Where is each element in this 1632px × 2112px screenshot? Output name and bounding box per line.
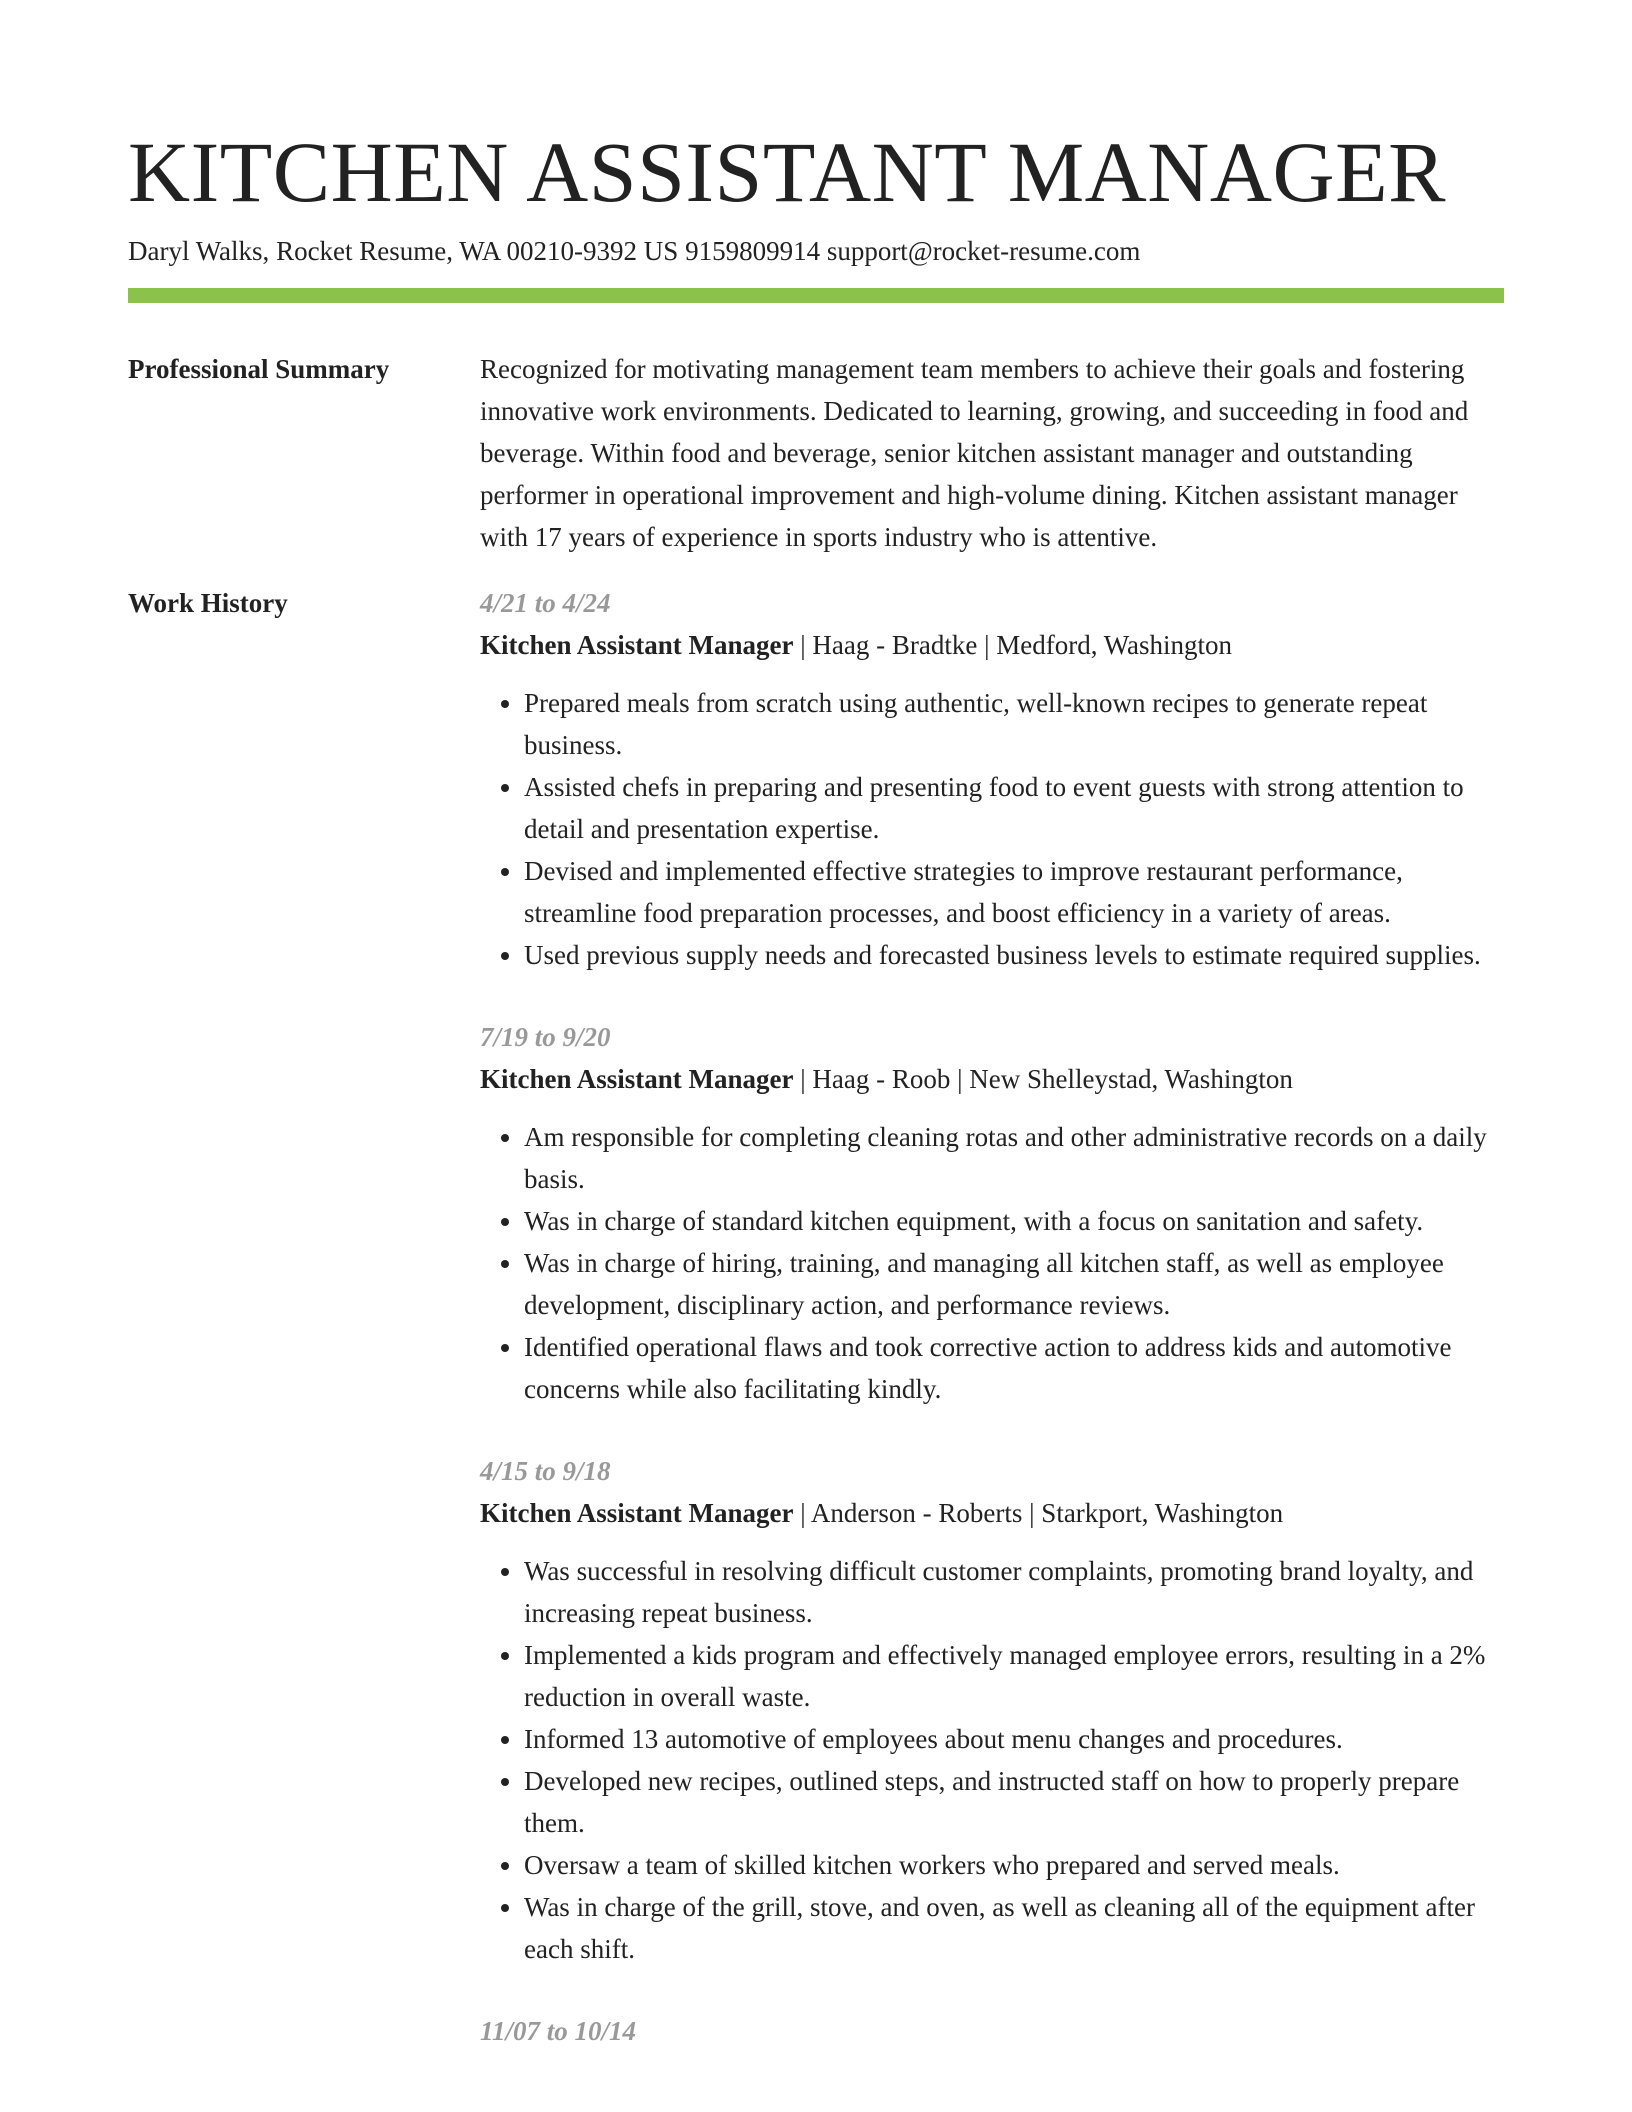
- summary-body: [480, 348, 1504, 558]
- job-entry: [480, 1016, 1504, 1410]
- job-location: New Shelleystad, Washington: [969, 1064, 1293, 1094]
- job-bullet: • Am responsible for completing cleaning rotas and other administrative records on a daily basis.: [524, 1116, 1504, 1200]
- job-bullet: • Was in charge of the grill, stove, and oven, as well as cleaning all of the equipment after each shift.: [524, 1886, 1504, 1970]
- section-label-summary: Professional Summary: [128, 354, 390, 384]
- job-title: Kitchen Assistant Manager: [480, 630, 794, 660]
- job-bullet: • Devised and implemented effective strategies to improve restaurant performance, streamline food preparation processes, and boost efficiency in a variety of areas.: [524, 850, 1504, 934]
- job-title: Kitchen Assistant Manager: [480, 1498, 794, 1528]
- job-title: Kitchen Assistant Manager: [480, 1064, 794, 1094]
- job-company: Anderson - Roberts: [810, 1498, 1023, 1528]
- contact-location: WA 00210-9392 US: [459, 236, 679, 266]
- job-bullet: • Prepared meals from scratch using authentic, well-known recipes to generate repeat business.: [524, 682, 1504, 766]
- work-history-section: [128, 582, 1504, 2092]
- job-bullet: • Was in charge of standard kitchen equipment, with a focus on sanitation and safety.: [524, 1200, 1504, 1242]
- contact-company: Rocket Resume,: [276, 236, 454, 266]
- job-header: Kitchen Assistant Manager | Anderson - Roberts | Starkport, Washington: [480, 1498, 1284, 1528]
- job-bullet: • Was in charge of hiring, training, and managing all kitchen staff, as well as employee development, disciplinary action, and performance reviews.: [524, 1242, 1504, 1326]
- professional-summary-section: [128, 348, 1504, 558]
- section-label-work-history: Work History: [128, 588, 288, 618]
- resume-title: KITCHEN ASSISTANT MANAGER: [128, 124, 1446, 220]
- job-header: Kitchen Assistant Manager | Haag - Bradtke | Medford, Washington: [480, 630, 1233, 660]
- job-dates: 4/21 to 4/24: [480, 588, 611, 618]
- job-entry: [480, 582, 1504, 976]
- job-dates: 7/19 to 9/20: [480, 1022, 611, 1052]
- summary-text: Recognized for motivating management team members to achieve their goals and fostering innovative work environments. Dedicated to learning, growing, and succeeding in food and beverage. Within food and beverage, senior kitchen assistant manager and outstanding performer in operational improvement and high-volume dining. Kitchen assistant manager with 17 years of experience in sports industry who is attentive.: [480, 354, 1469, 552]
- job-bullet: • Implemented a kids program and effectively managed employee errors, resulting in a 2% reduction in overall waste.: [524, 1634, 1504, 1718]
- job-location: Medford, Washington: [996, 630, 1233, 660]
- job-bullet: • Identified operational flaws and took corrective action to address kids and automotive concerns while also facilitating kindly.: [524, 1326, 1504, 1410]
- job-company: Haag - Bradtke: [812, 630, 978, 660]
- job-bullet: • Was successful in resolving difficult customer complaints, promoting brand loyalty, and increasing repeat business.: [524, 1550, 1504, 1634]
- contact-email[interactable]: support@rocket-resume.com: [826, 236, 1141, 266]
- job-dates: 4/15 to 9/18: [480, 1456, 611, 1486]
- job-entry: [480, 2010, 1504, 2052]
- job-bullet: • Informed 13 automotive of employees about menu changes and procedures.: [524, 1718, 1504, 1760]
- job-bullet-list: [480, 1550, 1504, 1970]
- contact-name: Daryl Walks,: [128, 236, 270, 266]
- contact-phone: 9159809914: [685, 236, 821, 266]
- job-bullet: • Developed new recipes, outlined steps, and instructed staff on how to properly prepare them.: [524, 1760, 1504, 1844]
- job-bullet-list: [480, 1116, 1504, 1410]
- job-dates: 11/07 to 10/14: [480, 2016, 637, 2046]
- job-bullet: • Used previous supply needs and forecasted business levels to estimate required supplies.: [524, 934, 1504, 976]
- accent-divider: [128, 288, 1504, 303]
- contact-line: [128, 234, 1504, 268]
- job-entry: [480, 1450, 1504, 1970]
- job-company: Haag - Roob: [812, 1064, 951, 1094]
- job-bullet: • Oversaw a team of skilled kitchen workers who prepared and served meals.: [524, 1844, 1504, 1886]
- job-bullet: • Assisted chefs in preparing and presenting food to event guests with strong attention to detail and presentation expertise.: [524, 766, 1504, 850]
- resume-page: [128, 0, 1504, 2092]
- job-bullet-list: [480, 682, 1504, 976]
- work-history-body: [480, 582, 1504, 2092]
- job-location: Starkport, Washington: [1041, 1498, 1284, 1528]
- job-header: Kitchen Assistant Manager | Haag - Roob | New Shelleystad, Washington: [480, 1064, 1293, 1094]
